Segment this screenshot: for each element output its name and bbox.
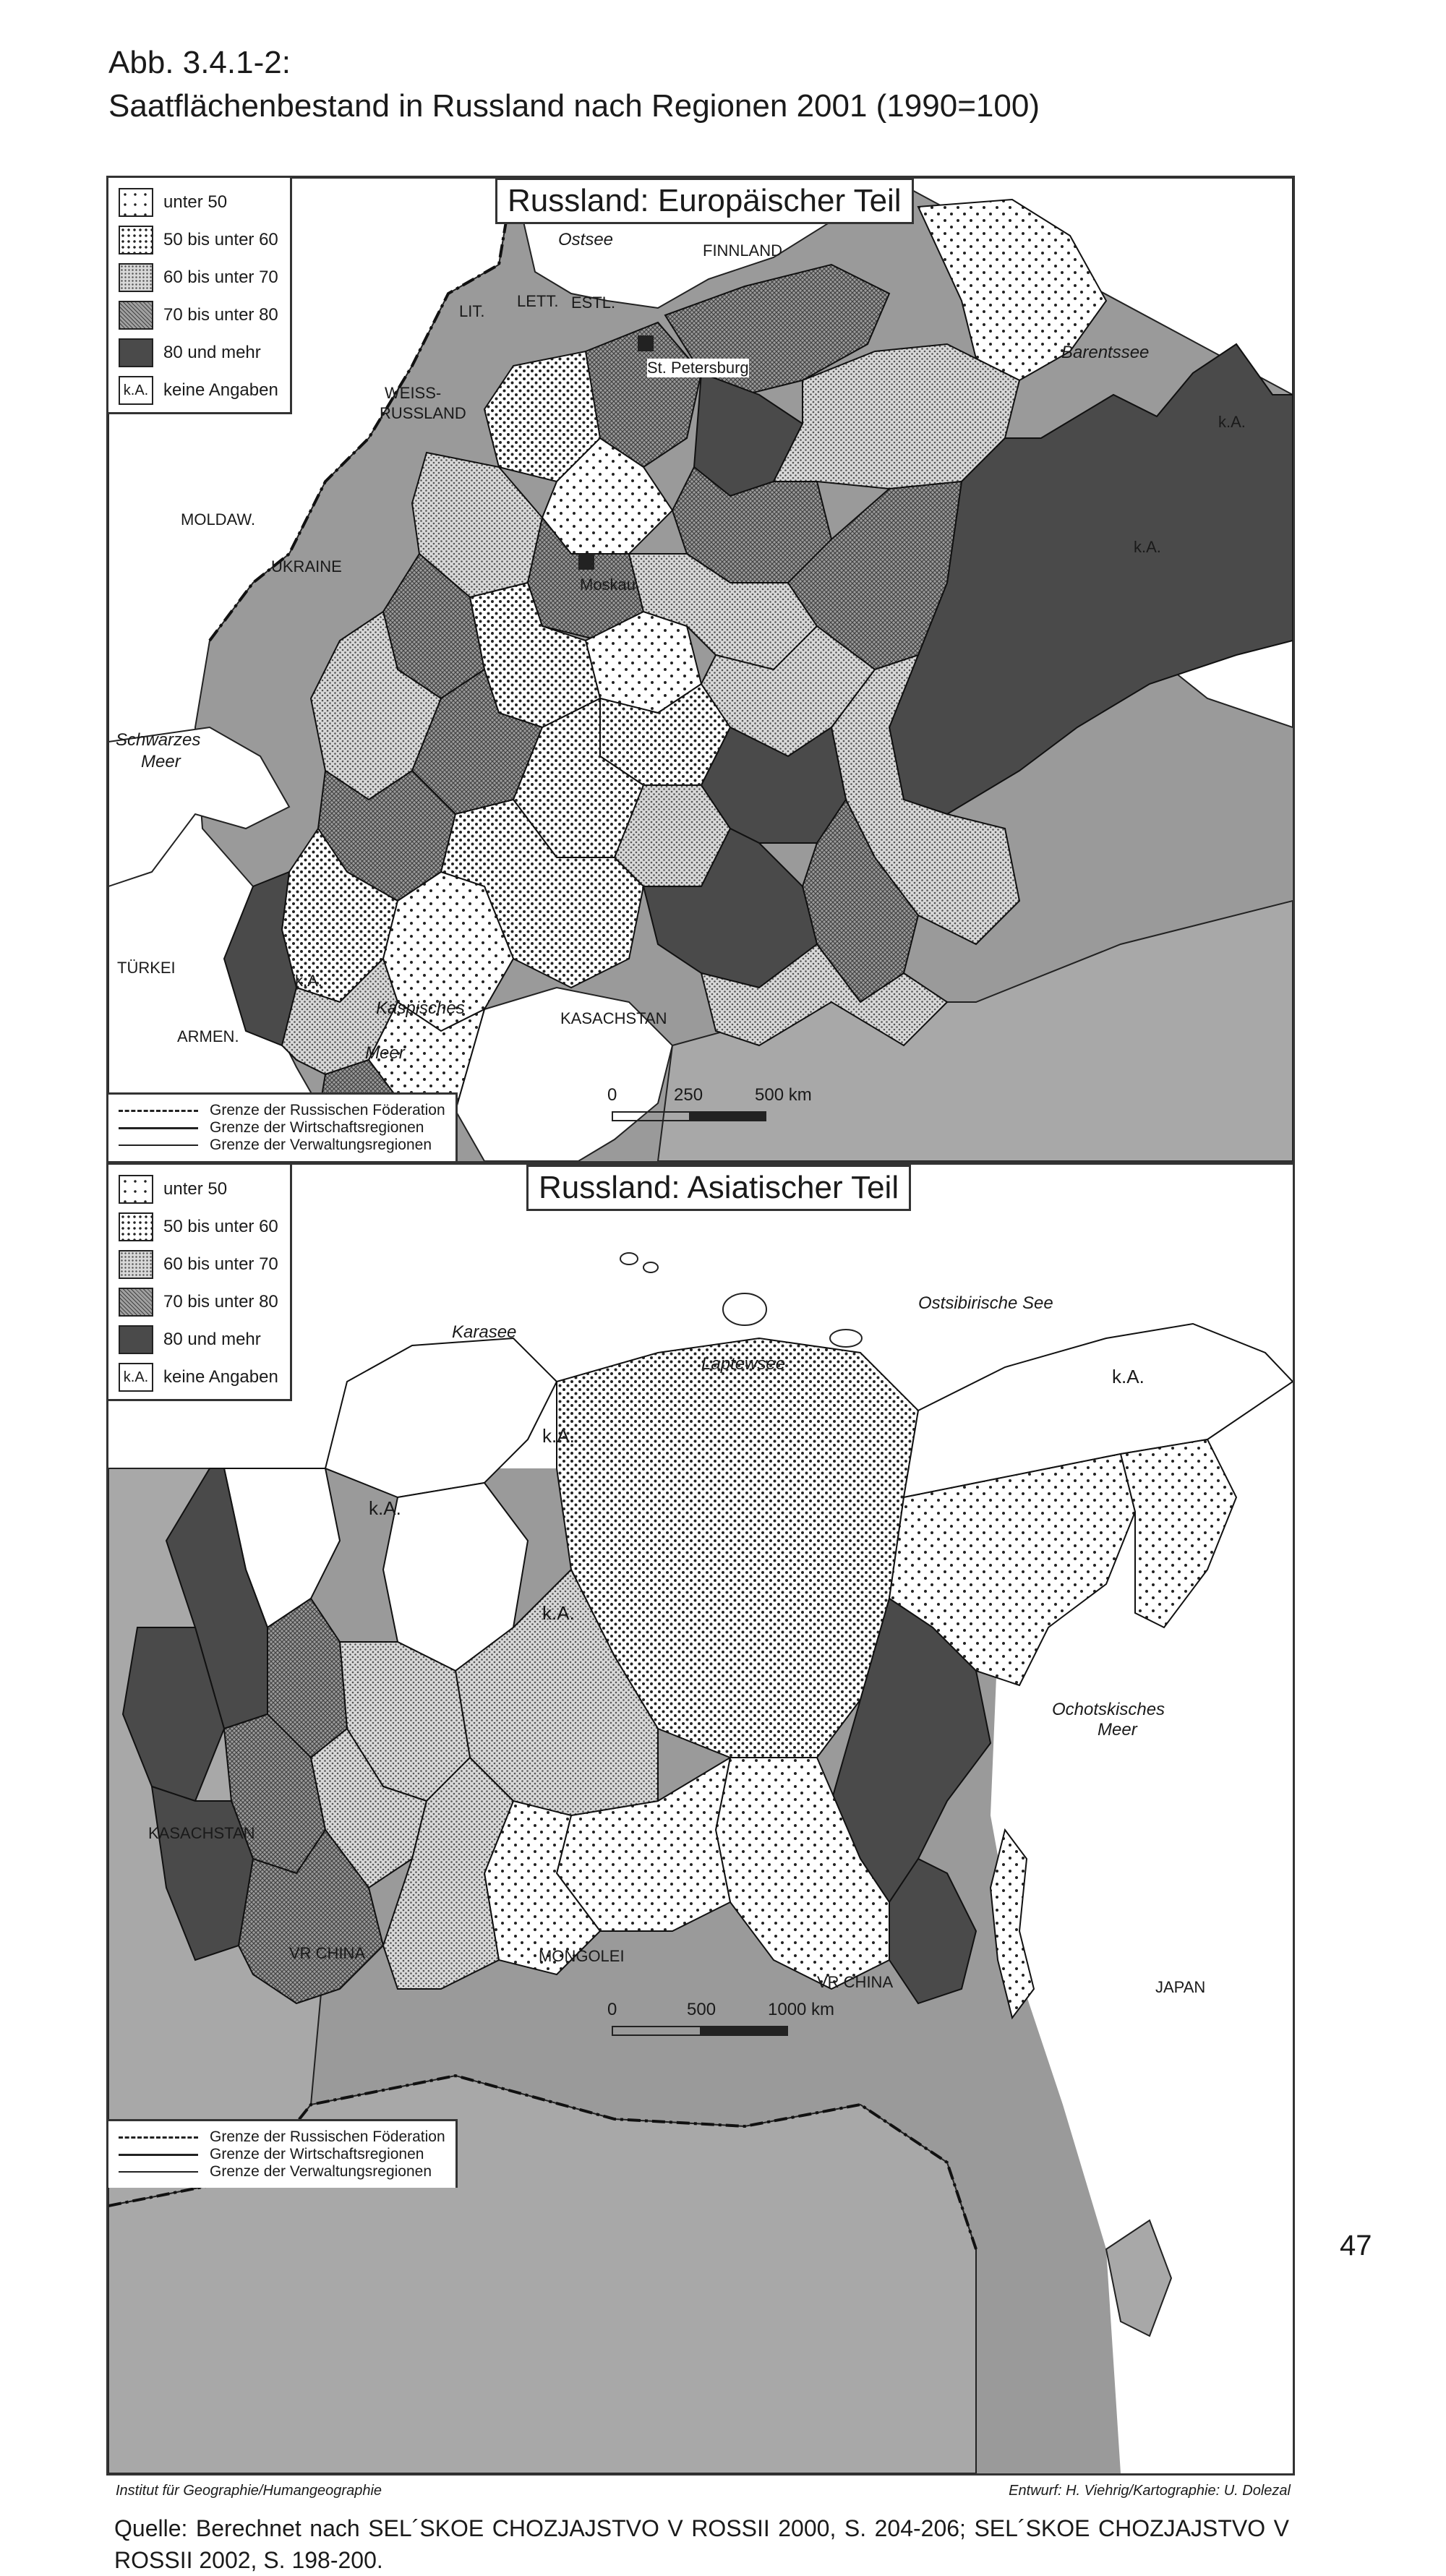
europe-border-legend — [108, 1092, 458, 1161]
figure-label: Abb. 3.4.1-2: — [108, 45, 291, 80]
arctic-island — [830, 1330, 862, 1347]
legend-label: 50 bis unter 60 — [163, 230, 278, 249]
label-ka-asia-1: k.A. — [1112, 1366, 1145, 1387]
bl-line-thick — [119, 1127, 198, 1129]
label-schwarzes-1: Schwarzes — [116, 730, 201, 750]
bl-label: Grenze der Wirtschaftsregionen — [210, 2146, 424, 2162]
source-text: Quelle: Berechnet nach SEL´SKOE CHOZJAJSTVO V ROSSII 2000, S. 204-206; SEL´SKOE CHOZJAJSTVO V ROSSII 2002, S. 198-200. — [114, 2515, 1289, 2573]
swatch-ka: k.A. — [119, 1363, 153, 1392]
legend-label: 60 bis unter 70 — [163, 268, 278, 287]
label-ostsee: Ostsee — [558, 230, 614, 249]
label-vr-china-1: VR CHINA — [289, 1944, 366, 1962]
label-finnland: FINNLAND — [703, 241, 783, 260]
label-kasachstan-asia: KASACHSTAN — [148, 1824, 255, 1842]
legend-row-ka — [119, 1363, 278, 1392]
bl-line-dashdot — [119, 1110, 198, 1112]
legend-row-ka — [119, 376, 278, 405]
credit-design: Entwurf: H. Viehrig/Kartographie: U. Dolezal — [1009, 2483, 1291, 2499]
label-ochotskisches-1: Ochotskisches — [1052, 1700, 1165, 1719]
legend-label: 70 bis unter 80 — [163, 1292, 278, 1311]
scale-line — [612, 1111, 766, 1121]
legend-label: 80 und mehr — [163, 1330, 261, 1349]
swatch-cross-light — [119, 263, 153, 292]
scale-tick-1: 250 — [674, 1085, 703, 1105]
asia-legend — [108, 1165, 292, 1401]
label-ka-asia-4: k.A. — [542, 1602, 575, 1624]
legend-row-1 — [119, 1175, 278, 1204]
asia-border-legend — [108, 2119, 458, 2188]
arctic-island — [643, 1262, 658, 1272]
asia-title: Russland: Asiatischer Teil — [526, 1165, 911, 1211]
bl-row-federation — [119, 2128, 445, 2146]
label-kaspisches-2: Meer — [365, 1043, 405, 1063]
bl-row-economic — [119, 1119, 445, 1137]
label-karasee: Karasee — [452, 1322, 517, 1342]
europe-scale-bar — [607, 1085, 897, 1129]
credit-institute: Institut für Geographie/Humangeographie — [116, 2483, 382, 2499]
swatch-ka: k.A. — [119, 376, 153, 405]
asia-map — [106, 1163, 1295, 2476]
legend-label: keine Angaben — [163, 380, 278, 400]
scale-fill — [700, 2027, 787, 2034]
asia-scale-bar — [607, 2000, 897, 2043]
swatch-dark — [119, 338, 153, 367]
label-weissrussland-1: WEISS- — [385, 384, 442, 402]
bl-label: Grenze der Verwaltungsregionen — [210, 2163, 432, 2180]
legend-label: 80 und mehr — [163, 343, 261, 362]
label-japan: JAPAN — [1155, 1978, 1206, 1996]
swatch-dark — [119, 1325, 153, 1354]
bl-row-federation — [119, 1102, 445, 1119]
bl-label: Grenze der Russischen Föderation — [210, 2128, 445, 2145]
swatch-sparse — [119, 188, 153, 217]
legend-row-1 — [119, 188, 278, 217]
swatch-cross-light — [119, 1250, 153, 1279]
label-ka-asia-2: k.A. — [542, 1425, 575, 1447]
legend-label: unter 50 — [163, 1179, 228, 1199]
legend-label: unter 50 — [163, 192, 228, 212]
label-tuerkei: TÜRKEI — [117, 959, 176, 977]
bl-row-economic — [119, 2146, 445, 2163]
scale-tick-0: 0 — [607, 1085, 617, 1105]
scale-line — [612, 2026, 788, 2036]
label-weissrussland-2: RUSSLAND — [380, 404, 466, 422]
scale-tick-0: 0 — [607, 2000, 617, 2019]
scale-tick-1: 500 — [687, 2000, 716, 2019]
europe-legend — [108, 178, 292, 414]
label-ka-europe-1: k.A. — [1218, 413, 1246, 431]
bl-label: Grenze der Verwaltungsregionen — [210, 1137, 432, 1153]
bl-line-thick — [119, 2154, 198, 2156]
swatch-sparse — [119, 1175, 153, 1204]
swatch-cross-dense — [119, 301, 153, 330]
label-ochotskisches-2: Meer — [1098, 1720, 1137, 1740]
st-petersburg-marker — [638, 335, 654, 351]
bl-row-admin — [119, 1137, 445, 1154]
moskau-marker — [578, 554, 594, 570]
legend-label: keine Angaben — [163, 1367, 278, 1387]
bl-line-thin — [119, 1144, 198, 1146]
bl-row-admin — [119, 2163, 445, 2181]
label-st-petersburg: St. Petersburg — [647, 359, 749, 377]
label-kasachstan-europe: KASACHSTAN — [560, 1009, 667, 1027]
arctic-island — [620, 1253, 638, 1265]
page-number: 47 — [1340, 2230, 1372, 2262]
bl-line-dashdot — [119, 2136, 198, 2139]
scale-tick-2: 1000 km — [768, 2000, 835, 2019]
bl-label: Grenze der Wirtschaftsregionen — [210, 1119, 424, 1136]
legend-row-4 — [119, 301, 278, 330]
label-laptewsee: Laptewsee — [701, 1354, 786, 1374]
scale-fill — [689, 1113, 765, 1120]
label-lit: LIT. — [459, 302, 485, 320]
legend-row-4 — [119, 1288, 278, 1317]
legend-row-5 — [119, 1325, 278, 1354]
label-ka-asia-3: k.A. — [369, 1497, 401, 1519]
legend-row-3 — [119, 263, 278, 292]
label-mongolei: MONGOLEI — [539, 1947, 625, 1965]
legend-row-5 — [119, 338, 278, 367]
label-vr-china-2: VR CHINA — [817, 1973, 894, 1991]
legend-row-2 — [119, 226, 278, 254]
legend-row-3 — [119, 1250, 278, 1279]
label-ukraine: UKRAINE — [271, 557, 342, 575]
label-lett: LETT. — [517, 292, 559, 310]
label-estl: ESTL. — [571, 294, 616, 312]
figure-title: Saatflächenbestand in Russland nach Regionen 2001 (1990=100) — [108, 88, 1040, 124]
label-barentssee: Barentssee — [1061, 343, 1150, 362]
swatch-cross-dense — [119, 1288, 153, 1317]
swatch-dense — [119, 1212, 153, 1241]
label-ka-europe-3: k.A. — [295, 972, 322, 990]
swatch-dense — [119, 226, 153, 254]
bl-line-thin — [119, 2171, 198, 2173]
arctic-island — [723, 1293, 766, 1325]
label-ostsibirische: Ostsibirische See — [918, 1293, 1053, 1313]
bl-label: Grenze der Russischen Föderation — [210, 1102, 445, 1118]
label-schwarzes-2: Meer — [141, 752, 181, 771]
legend-row-2 — [119, 1212, 278, 1241]
label-moldaw: MOLDAW. — [181, 510, 256, 529]
legend-label: 50 bis unter 60 — [163, 1217, 278, 1236]
legend-label: 60 bis unter 70 — [163, 1254, 278, 1274]
label-kaspisches-1: Kaspisches — [376, 998, 465, 1018]
scale-tick-2: 500 km — [755, 1085, 812, 1105]
europe-title: Russland: Europäischer Teil — [495, 178, 914, 224]
label-moskau: Moskau — [580, 575, 636, 594]
label-armen: ARMEN. — [177, 1027, 239, 1045]
europe-map — [106, 176, 1295, 1163]
legend-label: 70 bis unter 80 — [163, 305, 278, 325]
label-ka-europe-2: k.A. — [1134, 538, 1161, 556]
